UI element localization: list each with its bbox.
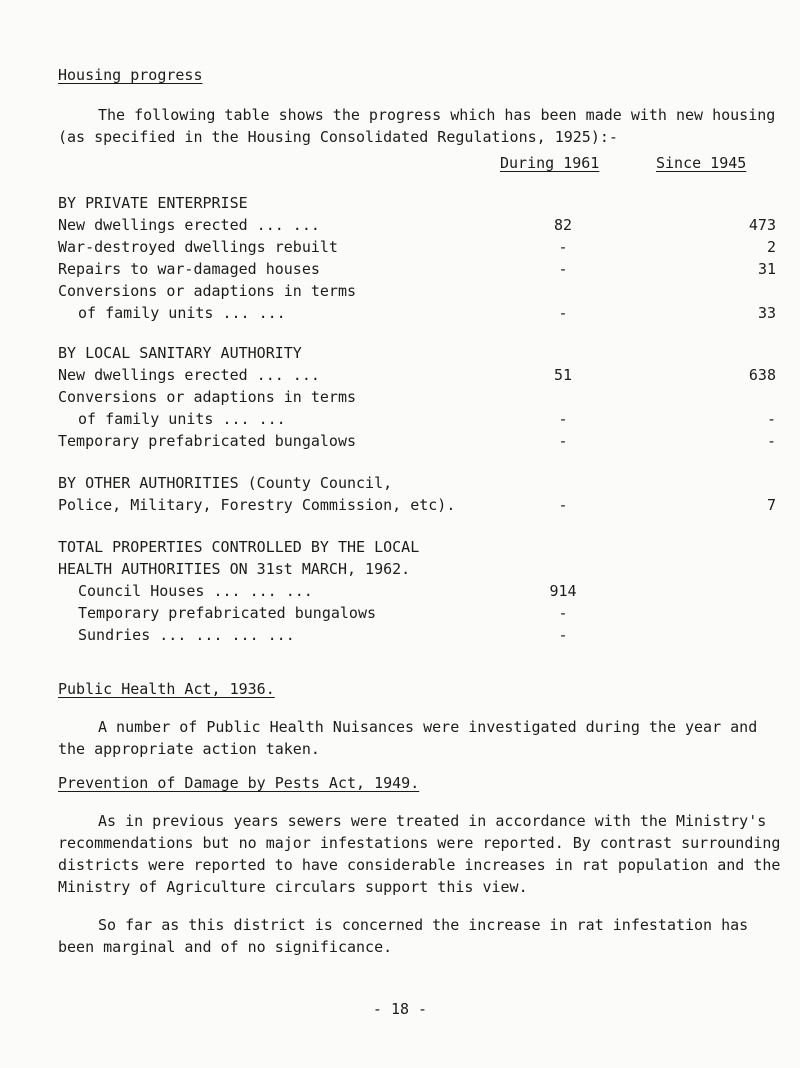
row-label: Conversions or adaptions in terms [58, 388, 357, 406]
value-since: - [766, 432, 776, 450]
row-label: Temporary prefabricated bungalows [78, 604, 377, 622]
table-row [58, 366, 778, 388]
value-since: - [766, 410, 776, 428]
intro-paragraph: The following table shows the progress which has been made with new housing (as specified in the Housing Consolidated Regulations, 1925):- [58, 106, 776, 146]
page-number: - 18 - [372, 1000, 428, 1018]
row-label: New dwellings erected ... ... [58, 366, 320, 384]
value-during: 51 [553, 366, 573, 384]
value-during: - [558, 626, 568, 644]
value-during: 914 [549, 582, 577, 600]
table-row [58, 260, 778, 282]
section-heading-pests-act: Prevention of Damage by Pests Act, 1949. [58, 774, 420, 792]
row-label: Temporary prefabricated bungalows [58, 432, 357, 450]
group-title-other: BY OTHER AUTHORITIES (County Council, [58, 474, 393, 492]
value-since: 7 [766, 496, 776, 514]
section-heading-public-health-act: Public Health Act, 1936. [58, 680, 275, 698]
table-row [58, 282, 778, 304]
value-since: 473 [748, 216, 776, 234]
group-title-total: TOTAL PROPERTIES CONTROLLED BY THE LOCAL [58, 538, 420, 556]
value-during: - [558, 604, 568, 622]
group-title-total-line2: HEALTH AUTHORITIES ON 31st MARCH, 1962. [58, 560, 411, 578]
row-label: Council Houses ... ... ... [78, 582, 313, 600]
row-label: Sundries ... ... ... ... [78, 626, 295, 644]
row-label: of family units ... ... [78, 304, 286, 322]
row-label: Police, Military, Forestry Commission, etc). [58, 496, 456, 514]
table-row [58, 432, 778, 454]
row-label: War-destroyed dwellings rebuilt [58, 238, 338, 256]
pests-paragraph-2: So far as this district is concerned the increase in rat infestation has been marginal and of no significance. [58, 916, 749, 956]
value-during: - [558, 304, 568, 322]
value-since: 638 [748, 366, 776, 384]
value-since: 33 [757, 304, 776, 322]
column-header-since: Since 1945 [656, 154, 747, 172]
group-title-local: BY LOCAL SANITARY AUTHORITY [58, 344, 302, 362]
table-row [58, 626, 778, 648]
value-during: - [558, 496, 568, 514]
table-row [58, 216, 778, 238]
table-row [58, 604, 778, 626]
table-row [58, 410, 778, 432]
row-label: Repairs to war-damaged houses [58, 260, 320, 278]
public-health-paragraph: A number of Public Health Nuisances were investigated during the year and the appropriate action taken. [58, 718, 758, 758]
section-heading-housing: Housing progress [58, 66, 203, 84]
row-label: of family units ... ... [78, 410, 286, 428]
row-label: Conversions or adaptions in terms [58, 282, 357, 300]
table-row [58, 496, 778, 518]
table-row [58, 304, 778, 326]
pests-paragraph-1: As in previous years sewers were treated in accordance with the Ministry's recommendations but no major infestations were reported. By contrast surrounding districts were reported to have considerable increases in rat population and the Ministry of Agriculture circulars support this view. [58, 812, 781, 896]
value-since: 2 [766, 238, 776, 256]
value-since: 31 [757, 260, 776, 278]
table-row [58, 582, 778, 604]
value-during: - [558, 432, 568, 450]
table-row [58, 238, 778, 260]
group-title-private: BY PRIVATE ENTERPRISE [58, 194, 248, 212]
value-during: 82 [553, 216, 573, 234]
value-during: - [558, 410, 568, 428]
value-during: - [558, 238, 568, 256]
row-label: New dwellings erected ... ... [58, 216, 320, 234]
value-during: - [558, 260, 568, 278]
column-header-during: During 1961 [500, 154, 600, 172]
table-row [58, 388, 778, 410]
